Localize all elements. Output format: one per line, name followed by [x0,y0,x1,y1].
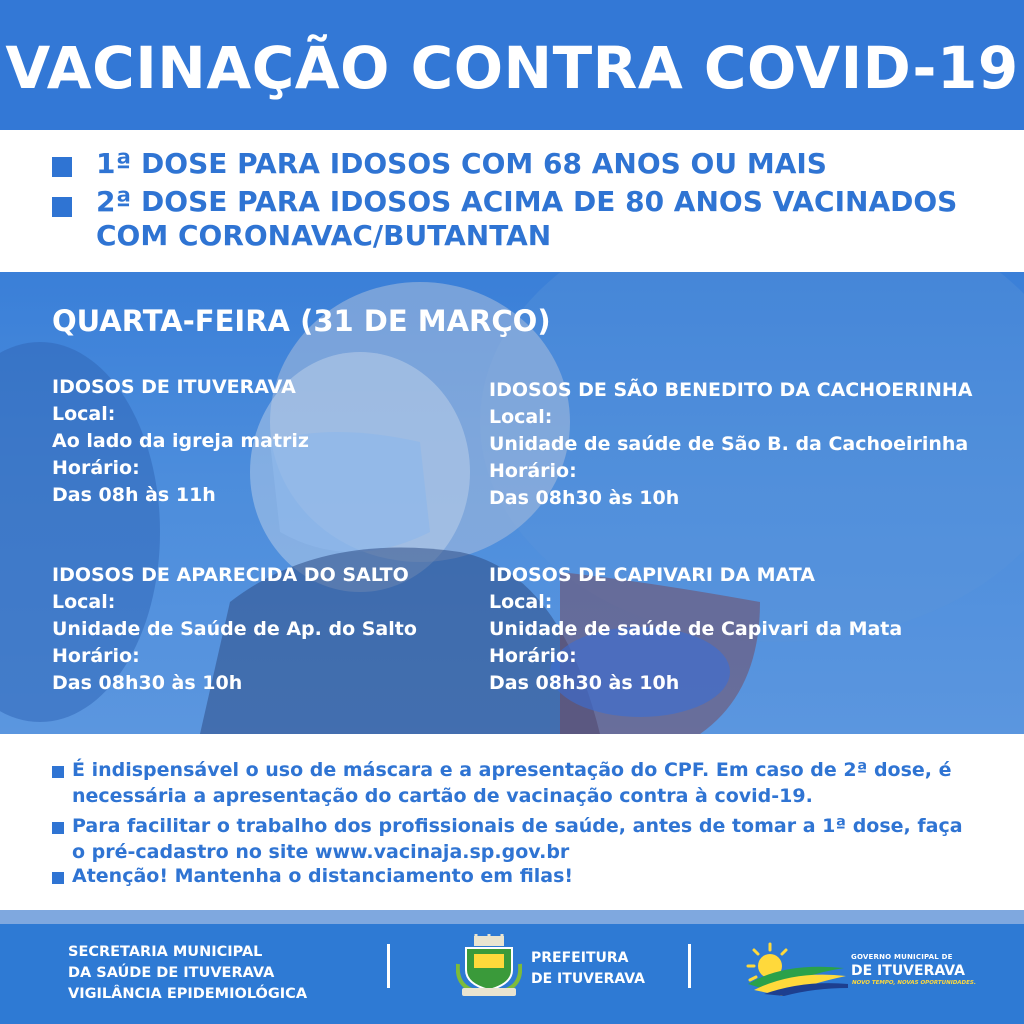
location-group: IDOSOS DE SÃO BENEDITO DA CACHOERINHA [489,379,973,401]
time-label: Horário: [52,645,140,667]
time-value: Das 08h30 às 10h [52,672,243,694]
footer-divider [688,944,691,988]
governo-tagline: NOVO TEMPO, NOVAS OPORTUNIDADES. [852,980,976,986]
bullet-square-icon [52,822,64,834]
prefeitura-line: DE ITUVERAVA [531,971,645,987]
time-value: Das 08h30 às 10h [489,672,680,694]
prefeitura-line: PREFEITURA [531,950,629,966]
dose-text: 1ª DOSE PARA IDOSOS COM 68 ANOS OU MAIS [96,147,827,180]
schedule-day: QUARTA-FEIRA (31 DE MARÇO) [52,304,551,338]
time-label: Horário: [489,460,577,482]
prefeitura-text [531,948,645,990]
footer-divider [387,944,390,988]
time-value: Das 08h30 às 10h [489,487,680,509]
time-label: Horário: [52,457,140,479]
footer-strip [0,910,1024,924]
secretaria-line: VIGILÂNCIA EPIDEMIOLÓGICA [68,986,308,1002]
local-label: Local: [489,406,553,428]
location-block-aparecida [52,562,417,697]
note-text: Atenção! Mantenha o distanciamento em filas! [72,865,574,887]
sun-logo-icon [744,940,848,996]
time-label: Horário: [489,645,577,667]
note-text: É indispensável o uso de máscara e a apresentação do CPF. Em caso de 2ª dose, é necessária a apresentação do cartão de vacinação contra à covid-19. [72,759,952,807]
time-value: Das 08h às 11h [52,484,216,506]
local-label: Local: [52,591,116,613]
location-block-capivari [489,562,902,697]
bullet-square-icon [52,872,64,884]
note-text: Para facilitar o trabalho dos profissionais de saúde, antes de tomar a 1ª dose, faça o pré-cadastro no site www.vacinaja.sp.gov.br [72,815,963,863]
secretaria-line: DA SAÚDE DE ITUVERAVA [68,965,275,981]
governo-label: GOVERNO MUNICIPAL DE [851,953,953,961]
local-value: Unidade de saúde de São B. da Cachoeirinha [489,433,969,455]
bullet-square-icon [52,766,64,778]
location-group: IDOSOS DE ITUVERAVA [52,376,296,398]
local-value: Unidade de saúde de Capivari da Mata [489,618,903,640]
secretaria-line: SECRETARIA MUNICIPAL [68,944,263,960]
location-block-ituverava [52,374,309,509]
location-group: IDOSOS DE APARECIDA DO SALTO [52,564,409,586]
bullet-square-icon [52,157,72,177]
local-label: Local: [52,403,116,425]
local-value: Ao lado da igreja matriz [52,430,309,452]
city-crest-icon [456,934,522,998]
bullet-square-icon [52,197,72,217]
secretaria-text [68,942,307,1005]
page-title: VACINAÇÃO CONTRA COVID-19 [5,34,1019,102]
governo-name: DE ITUVERAVA [851,963,965,979]
local-label: Local: [489,591,553,613]
dose-text: 2ª DOSE PARA IDOSOS ACIMA DE 80 ANOS VACINADOS COM CORONAVAC/BUTANTAN [96,185,958,252]
local-value: Unidade de Saúde de Ap. do Salto [52,618,417,640]
location-block-sao-benedito [489,377,972,512]
location-group: IDOSOS DE CAPIVARI DA MATA [489,564,815,586]
